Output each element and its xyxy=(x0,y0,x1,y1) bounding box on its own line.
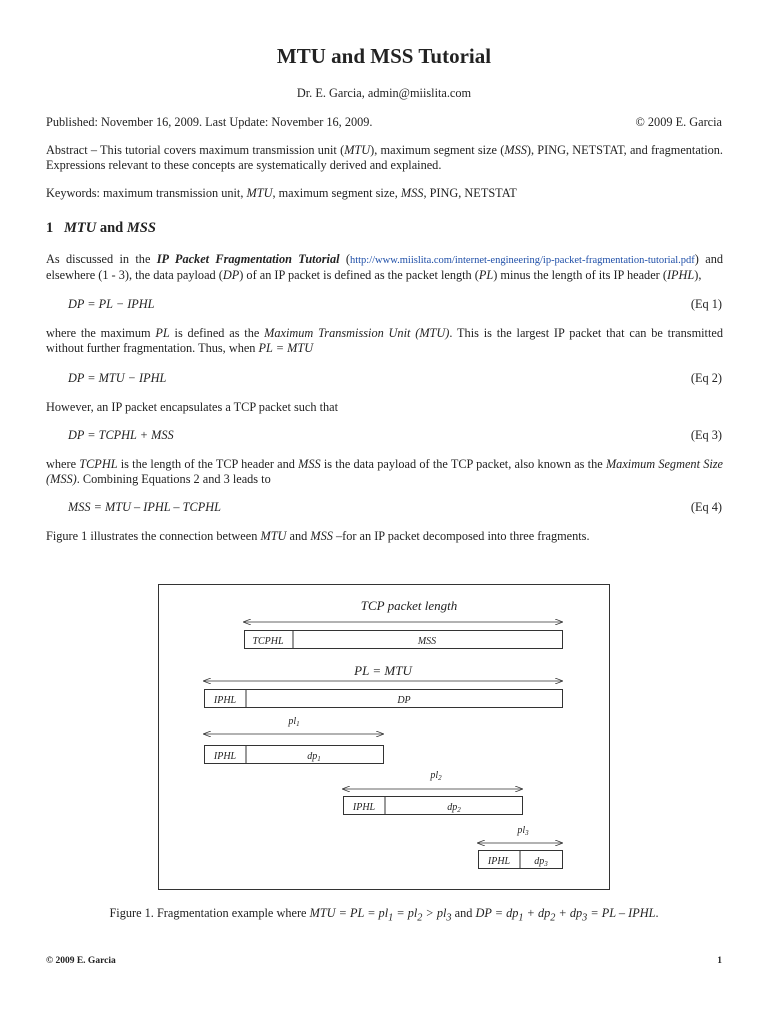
label-mss: MSS xyxy=(417,636,437,647)
label-pl2: $pl_2$ xyxy=(430,770,442,782)
label-fragment-2-iphl: IPHL xyxy=(352,802,376,813)
label-pl1: $pl_1$ xyxy=(288,716,300,728)
paragraph-mtu-definition: where the maximum PL is defined as the Maximum Transmission Unit (MTU). This is the largest IP packet that can be transmitted without further fragmentation. Thus, when PL = MTU xyxy=(46,326,723,355)
equation-4: MSS = MTU – IPHL – TCPHL xyxy=(68,500,221,514)
figure-caption: Figure 1. Fragmentation example where MTU = PL = $pl_1 = pl_2 > pl_3$ and DP = $dp_1 + dp_2 + dp_3$ = PL – IPHL. xyxy=(109,906,659,924)
equation-2: DP = MTU − IPHL xyxy=(68,371,167,385)
equation-4-label: (Eq 4) xyxy=(690,500,722,514)
publication-dates: Published: November 16, 2009. Last Update: November 16, 2009. xyxy=(46,115,373,129)
page-number: 1 xyxy=(717,956,722,966)
author-line: Dr. E. Garcia, admin@miislita.com xyxy=(296,86,472,100)
abstract-paragraph: Abstract – This tutorial covers maximum transmission unit (MTU), maximum segment size (MSS), PING, NETSTAT, and fragmentation. Expressions relevant to these concepts are systematically derived and explained. xyxy=(46,143,724,172)
paragraph-figure-intro: Figure 1 illustrates the connection between MTU and MSS –for an IP packet decomposed into three fragments. xyxy=(46,529,590,543)
keywords-line: Keywords: maximum transmission unit, MTU, maximum segment size, MSS, PING, NETSTAT xyxy=(46,186,517,200)
label-fragment-1-iphl: IPHL xyxy=(213,751,237,762)
equation-3-label: (Eq 3) xyxy=(690,428,722,442)
paragraph-mss-definition: where TCPHL is the length of the TCP header and MSS is the data payload of the TCP packet, also known as the Maximum Segment Size (MSS). Combining Equations 2 and 3 leads to xyxy=(46,457,724,486)
section-heading: 1 MTU and MSS xyxy=(46,220,156,236)
label-iphl: IPHL xyxy=(213,695,237,706)
fragmentation-figure xyxy=(158,584,610,890)
equation-1: DP = PL − IPHL xyxy=(68,297,155,311)
label-pl3: $pl_3$ xyxy=(517,825,529,837)
label-dp1: $dp_1$ xyxy=(307,751,321,763)
label-tcp-packet-length: TCP packet length xyxy=(360,598,458,613)
equation-1-label: (Eq 1) xyxy=(690,297,722,311)
label-dp3: $dp_3$ xyxy=(534,856,548,868)
bar-ip-packet xyxy=(205,690,563,708)
tutorial-link[interactable]: http://www.miislita.com/internet-engineering/ip-packet-fragmentation-tutorial.pdf xyxy=(349,255,695,266)
bar-tcp-packet xyxy=(245,631,563,649)
label-dp2: $dp_2$ xyxy=(447,802,461,814)
document-title: MTU and MSS Tutorial xyxy=(276,44,492,68)
paragraph-intro: As discussed in the IP Packet Fragmentation Tutorial (http://www.miislita.com/internet-engineering/ip-packet-fragmentation-tutorial.pdf) and elsewhere (1 - 3), the data payload (DP) of an IP packet is defined as the packet length (PL) minus the length of its IP header (IPHL), xyxy=(46,252,723,282)
label-fragment-3-iphl: IPHL xyxy=(487,856,511,867)
equation-3: DP = TCPHL + MSS xyxy=(68,428,174,442)
footer-copyright: © 2009 E. Garcia xyxy=(46,956,116,966)
label-tcphl: TCPHL xyxy=(252,636,284,647)
equation-2-label: (Eq 2) xyxy=(690,371,722,385)
label-pl-mtu: PL = MTU xyxy=(354,663,412,678)
paragraph-encapsulation: However, an IP packet encapsulates a TCP packet such that xyxy=(46,400,339,414)
label-dp: DP xyxy=(397,695,411,706)
copyright-notice: © 2009 E. Garcia xyxy=(635,115,722,129)
